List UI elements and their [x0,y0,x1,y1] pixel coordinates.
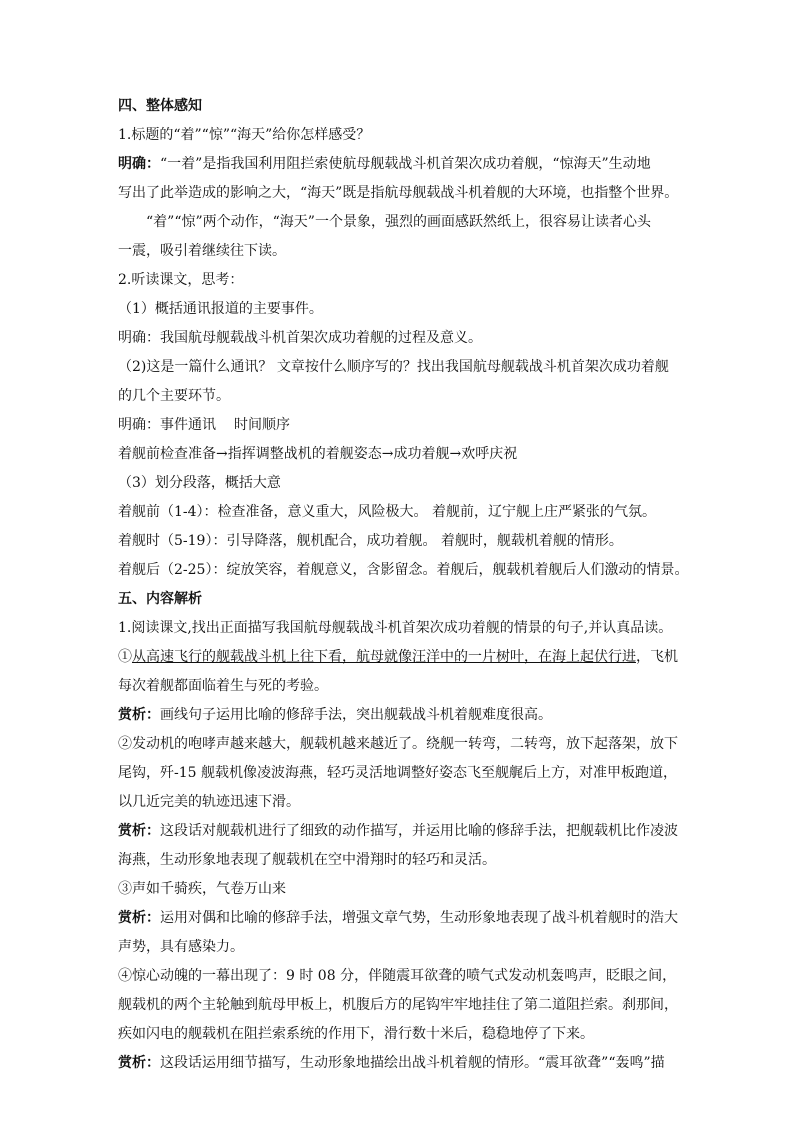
note-text: 这段话对舰载机进行了细致的动作描写，并运用比喻的修辞手法，把舰载机比作凌波 [160,823,678,839]
analysis-question-1: 1.阅读课文,找出正面描写我国航母舰载战斗机首架次成功着舰的情景的句子,并认真品读。 [118,620,673,636]
note-text: 画线句子运用比喻的修辞手法，突出舰载战斗机着舰难度很高。 [160,707,552,723]
sentence-1-rest: ，飞机 [636,649,678,665]
question-2: 2.听读课文，思考： [118,272,244,288]
answer-2-2-type: 明确：事件通讯 [118,417,216,433]
sentence-4-line-3: 疾如闪电的舰载机在阻拦索系统的作用下，滑行数十米后，稳稳地停了下来。 [118,1026,594,1042]
sentence-3-note-line-1 [118,904,688,933]
answer-2-2 [118,411,688,440]
sentence-1-underlined: 从高速飞行的舰载战斗机上往下看，航母就像汪洋中的一片树叶，在海上起伏行进 [132,649,636,665]
segment-after-landing: 着舰后（2-25）：绽放笑容，着舰意义，含影留念。着舰后，舰载机着舰后人们激动的情景。 [118,562,688,578]
sentence-2-line-1: ②发动机的咆哮声越来越大，舰载机越来越近了。绕舰一转弯，二转弯，放下起落架，放下 [118,736,678,752]
section-heading-content-analysis: 五、内容解析 [118,591,202,607]
question-2-2-line-2: 的几个主要环节。 [118,388,230,404]
segment-during-landing: 着舰时（5-19）：引导降落，舰机配合，成功着舰。 着舰时，舰载机着舰的情形。 [118,533,623,549]
note-label: 赏析： [118,823,160,839]
sentence-1-number: ① [118,649,132,665]
answer-2-2-order: 时间顺序 [234,417,290,433]
sentence-2-note-line-2: 海燕，生动形象地表现了舰载机在空中滑翔时的轻巧和灵活。 [118,852,496,868]
question-2-3: （3）划分段落，概括大意 [118,475,281,491]
note-label: 赏析： [118,707,160,723]
note-label: 赏析： [118,1055,160,1071]
question-1: 1.标题的“着”“惊”“海天”给你怎样感受？ [118,127,371,143]
note-text: 这段话运用细节描写，生动形象地描绘出战斗机着舰的情形。“震耳欲聋”“轰鸣”描 [160,1055,665,1071]
question-2-1: （1）概括通讯报道的主要事件。 [118,301,323,317]
sentence-1-note [118,701,688,730]
answer-1-para-2-line-2: 一震，吸引着继续往下读。 [118,243,286,259]
question-2-2-line-1: （2)这是一篇什么通讯？ 文章按什么顺序写的？找出我国航母舰载战斗机首架次成功着舰 [118,359,669,375]
section-heading-overall-perception: 四、整体感知 [118,98,202,114]
sentence-4-line-2: 舰载机的两个主轮触到航母甲板上，机腹后方的尾钩牢牢地挂住了第二道阻拦索。刹那间， [118,997,678,1013]
answer-1-para-2-line-1: “着”“惊”两个动作，“海天”一个景象，强烈的画面感跃然纸上，很容易让读者心头 [146,214,651,230]
answer-2-1: 明确：我国航母舰载战斗机首架次成功着舰的过程及意义。 [118,330,482,346]
segment-before-landing: 着舰前（1-4）：检查准备，意义重大，风险极大。 着舰前，辽宁舰上庄严紧张的气氛。 [118,504,656,520]
answer-label: 明确： [118,156,160,172]
sentence-3: ③声如千骑疾，气卷万山来 [118,881,286,897]
sentence-1-line-2: 每次着舰都面临着生与死的考验。 [118,678,328,694]
sentence-1-line-1 [118,643,688,672]
sentence-2-line-2: 尾钩，歼-15 舰载机像凌波海燕，轻巧灵活地调整好姿态飞至舰艉后上方，对准甲板跑道， [118,765,677,781]
sentence-4-line-1: ④惊心动魄的一幕出现了：9 时 08 分，伴随震耳欲聋的喷气式发动机轰鸣声，眨眼之间， [118,968,677,984]
answer-1-line-2: 写出了此举造成的影响之大，“海天”既是指航母舰载战斗机着舰的大环境，也指整个世界。 [118,185,679,201]
note-text: 运用对偶和比喻的修辞手法，增强文章气势，生动形象地表现了战斗机着舰时的浩大 [160,910,678,926]
sentence-4-note-line-1 [118,1049,688,1078]
sentence-2-note-line-1 [118,817,688,846]
answer-2-2-steps: 着舰前检查准备→指挥调整战机的着舰姿态→成功着舰→欢呼庆祝 [118,446,518,462]
note-label: 赏析： [118,910,160,926]
answer-1-line-1 [118,150,688,179]
sentence-3-note-line-2: 声势，具有感染力。 [118,939,244,955]
document-page [118,92,688,1078]
answer-text: “一着”是指我国利用阻拦索使航母舰载战斗机首架次成功着舰，“惊海天”生动地 [160,156,651,172]
sentence-2-line-3: 以几近完美的轨迹迅速下滑。 [118,794,300,810]
